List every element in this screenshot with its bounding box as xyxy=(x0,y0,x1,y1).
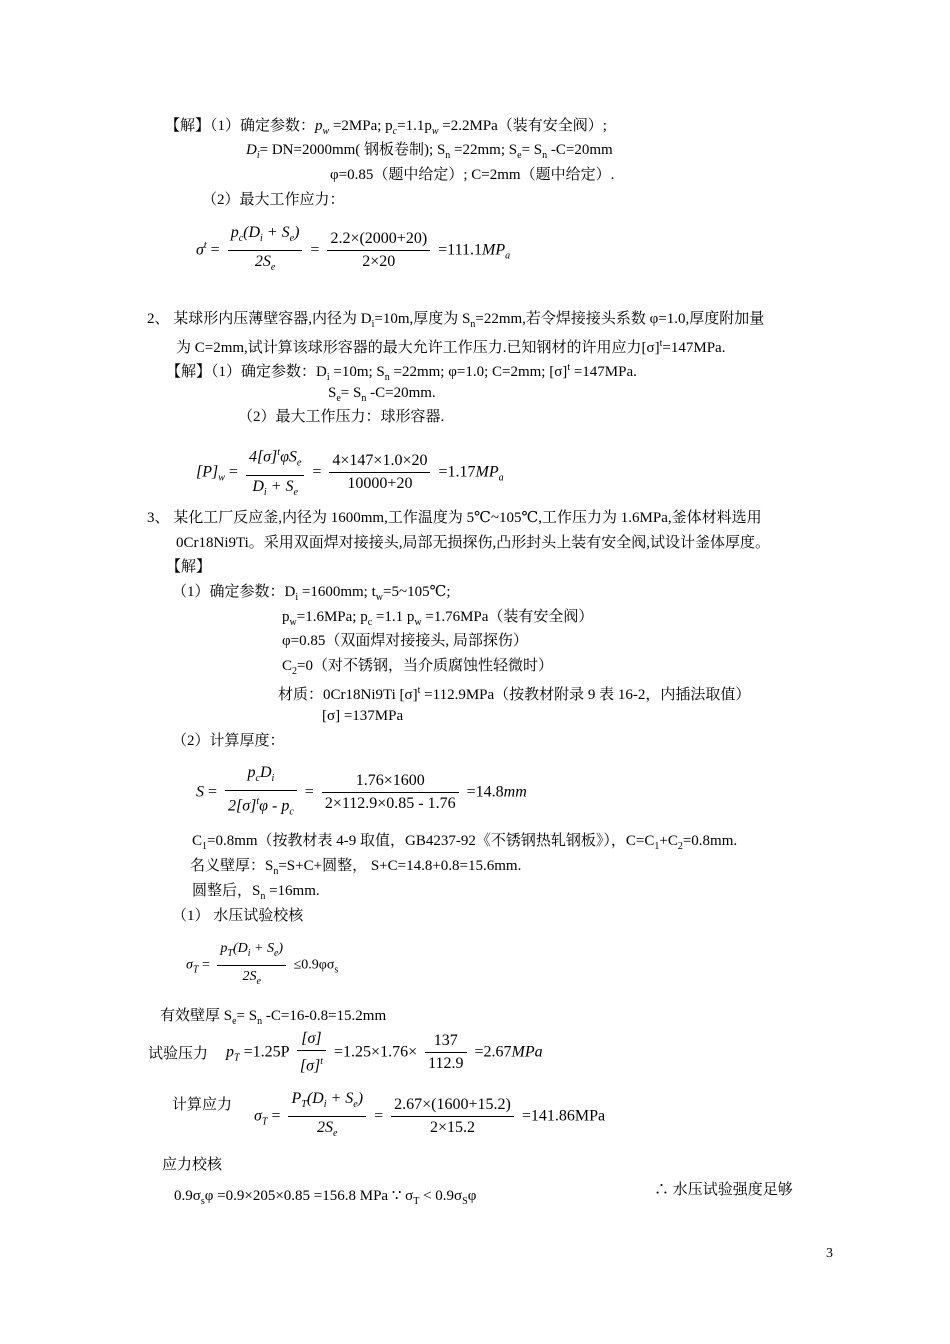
test-pressure-label: 试验压力 xyxy=(148,1046,209,1062)
q3-params-line-5: 材质：0Cr18Ni9Ti $[\sigma]^t =112.9MPa$（按教材附录 9 表 16-2，内插法取值） xyxy=(278,685,751,703)
question-3-line-2: 0Cr18Ni9Ti。采用双面焊对接接头,局部无损探伤,凸形封头上装有安全阀,试设计釜体厚度。 xyxy=(176,535,771,551)
solution-params-line: 【解】（1）确定参数：$p_w =2MPa$; $p_c=1.1p_w =2.2MPa$（装有安全阀）; xyxy=(165,118,607,137)
conclusion: ∴ 水压试验强度足够 xyxy=(654,1182,793,1198)
q3-params-line-6: [σ] =137MPa xyxy=(322,708,404,724)
question-2-line-2: 为 C=2mm,试计算该球形容器的最大允许工作压力.已知钢材的许用应力$[\sigma]^t=147MPa$. xyxy=(176,338,726,356)
question-3-solution-label: 【解】 xyxy=(166,559,212,575)
stress-equation: $\sigma^t$ = $\frac{p_c(D_i + S_e)}{2S_e}$ = $\frac{2.2\times(2000+20)}{2\times 20}$ $=111.1MP_a$ xyxy=(196,222,510,279)
calc-stress-equation: $\sigma_T$ = $\frac{P_T(D_i + S_e)}{2S_e}$ = $\frac{2.67\times(1600+15.2)}{2\times 15.2}$ =141.86MPa xyxy=(254,1088,605,1145)
fraction: $\frac{p_T(D_i + S_e)}{2S_e}$ xyxy=(217,938,286,993)
page-number: 3 xyxy=(826,1246,833,1261)
question-2-line-1: 2、 某球形内压薄壁容器,内径为 $D_i=10m$,厚度为 $S_n=22mm$,若令焊接接头系数 φ=1.0,厚度附加量 xyxy=(147,311,765,330)
pressure-equation: $[P]_w$ = $\frac{4[\sigma]^t\varphi S_e}{D_i + S_e}$ = $\frac{4\times 147\times 1.0\times 20}{10000+20}$ $=1.17MP_a$ xyxy=(196,442,504,504)
fraction: $\frac{4[\sigma]^t\varphi S_e}{D_i + S_e}$ xyxy=(246,442,304,504)
test-pressure-equation: $p_T =1.25P$ $\frac{[\sigma]}{[\sigma]^t}$ =1.25×1.76× $\frac{137}{112.9}$ =2.67MPa xyxy=(226,1028,543,1077)
q3-params-line-2: $p_w=1.6MPa$; $p_c =1.1$ $p_w =1.76MPa$（装有安全阀） xyxy=(282,609,594,628)
fraction: $\frac{137}{112.9}$ xyxy=(425,1030,466,1075)
fraction: $\frac{[\sigma]}{[\sigma]^t}$ xyxy=(297,1028,326,1077)
question-3-line-1: 3、 某化工厂反应釜,内径为 1600mm,工作温度为 5℃~105℃,工作压力为 1.6MPa,釜体材料选用 xyxy=(147,510,762,526)
effective-thickness-line: $S_e= S_n$ -C=20mm. xyxy=(328,385,436,404)
max-pressure-heading: （2）最大工作压力：球形容器. xyxy=(238,409,445,425)
calc-thickness-heading: （2）计算厚度： xyxy=(172,733,285,749)
c1-line: $C_1=0.8mm$（按教材表 4-9 取值，GB4237-92《不锈钢热轧钢板》），$C=C_1+C_2=0.8mm$. xyxy=(192,833,738,852)
hydro-test-equation: $\sigma_T$ = $\frac{p_T(D_i + S_e)}{2S_e}$ $\le 0.9\varphi\sigma_s$ xyxy=(186,938,338,993)
rounded-thickness-line: 圆整后，$S_n =16mm$. xyxy=(192,883,320,902)
phi-line: φ=0.85（题中给定）; C=2mm（题中给定）. xyxy=(330,167,615,183)
q3-params-line-1: （1）确定参数：$D_i =1600mm$; $t_w=5\sim 105℃$; xyxy=(172,584,451,603)
effective-thickness-q3: 有效壁厚 $S_e= S_n$ -C=16-0.8=15.2mm xyxy=(160,1008,387,1027)
thickness-equation: S = $\frac{p_cD_i}{2[\sigma]^t\varphi - p_c}$ = $\frac{1.76\times 1600}{2\times 112.9\times 0.85 - 1.76}$ =14.8mm xyxy=(196,762,527,824)
q3-params-line-3: φ=0.85（双面焊对接接头, 局部探伤） xyxy=(282,633,528,649)
fraction: $\frac{4\times 147\times 1.0\times 20}{10000+20}$ xyxy=(329,450,430,495)
question-2-solution-params: 【解】（1）确定参数：$D_i =10m$; $S_n =22mm$; φ=1.0; C=2mm; $[\sigma]^t =147MPa$. xyxy=(166,362,637,383)
q3-params-line-4: $C_2=0$（对不锈钢，当介质腐蚀性轻微时） xyxy=(282,658,553,677)
nominal-thickness-line: 名义壁厚：$S_n=S+C+$圆整， S+C=14.8+0.8=15.6mm. xyxy=(190,858,522,877)
fraction: $\frac{p_c(D_i + S_e)}{2S_e}$ xyxy=(228,222,303,279)
fraction: $\frac{2.67\times(1600+15.2)}{2\times 15.2}$ xyxy=(391,1094,514,1139)
max-stress-heading: （2）最大工作应力： xyxy=(202,192,345,208)
stress-check-label: 应力校核 xyxy=(162,1157,223,1173)
calc-stress-label: 计算应力 xyxy=(172,1097,233,1113)
hydro-test-heading: （1） 水压试验校核 xyxy=(172,908,304,924)
diameter-line: $D_i= DN=2000mm$( 钢板卷制); $S_n =22mm$; $S_e= S_n$ -C=20mm xyxy=(246,142,613,161)
fraction: $\frac{2.2\times(2000+20)}{2\times 20}$ xyxy=(327,228,430,273)
stress-check-equation: $0.9\sigma_s\varphi =0.9\times 205\times 0.85 =156.8$ MPa ∵ $\sigma_T < 0.9\sigma_S\varphi$ xyxy=(174,1188,477,1207)
fraction: $\frac{P_T(D_i + S_e)}{2S_e}$ xyxy=(288,1088,366,1145)
fraction: $\frac{p_cD_i}{2[\sigma]^t\varphi - p_c}$ xyxy=(225,762,297,824)
fraction: $\frac{1.76\times 1600}{2\times 112.9\times 0.85 - 1.76}$ xyxy=(322,770,459,815)
